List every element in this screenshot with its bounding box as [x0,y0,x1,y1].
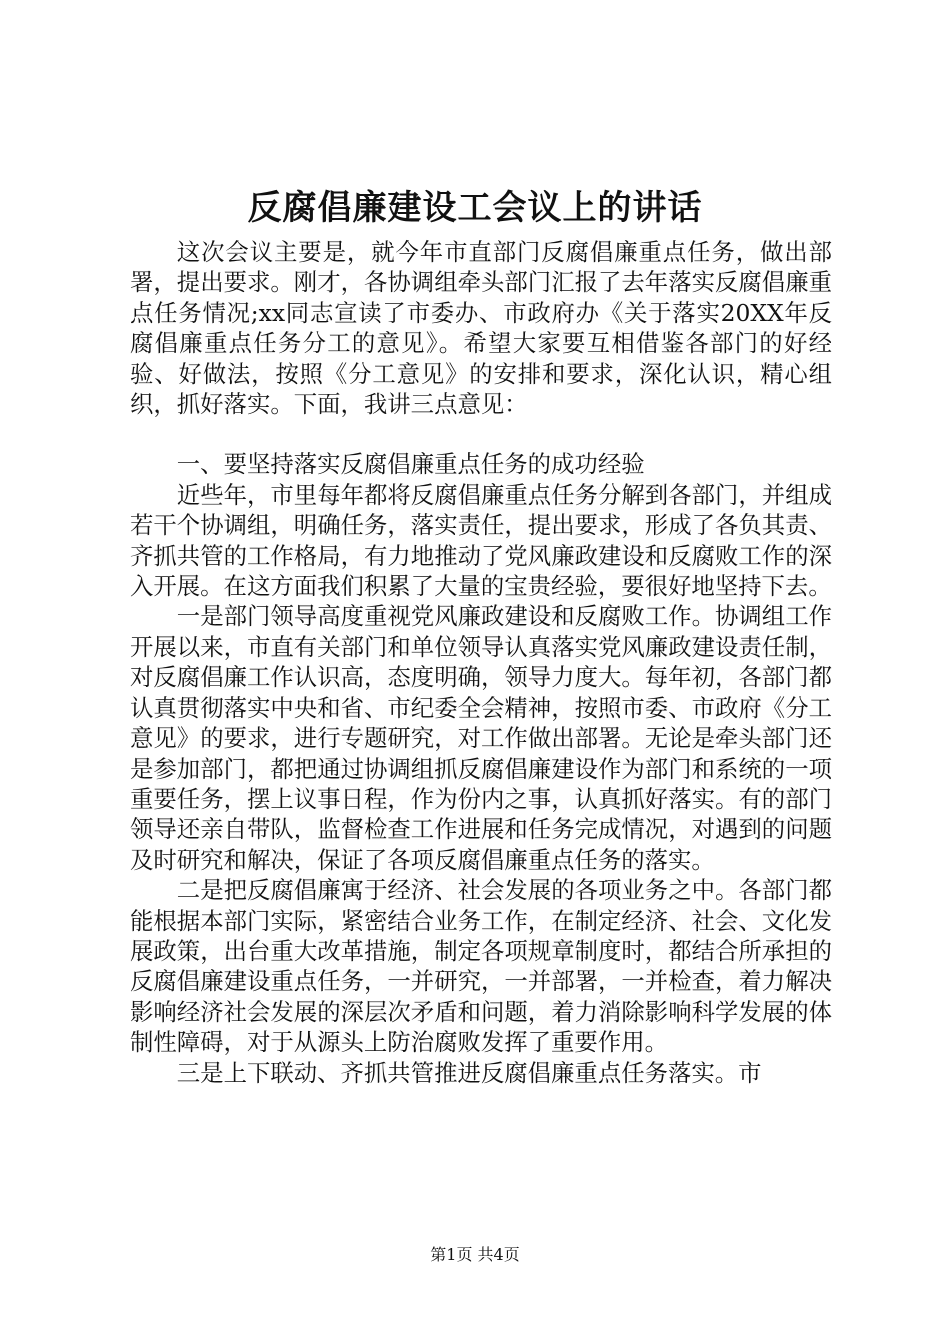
paragraph-experience: 近些年，市里每年都将反腐倡廉重点任务分解到各部门，并组成若干个协调组，明确任务，落实责任，提出要求，形成了各负其责、齐抓共管的工作格局，有力地推动了党风廉政建设和反腐败工作的深入开展。在这方面我们积累了大量的宝贵经验，要很好地坚持下去。 [130,480,832,601]
paragraph-intro: 这次会议主要是，就今年市直部门反腐倡廉重点任务，做出部署，提出要求。刚才，各协调组牵头部门汇报了去年落实反腐倡廉重点任务情况;xx同志宣读了市委办、市政府办《关于落实20XX年反腐倡廉重点任务分工的意见》。希望大家要互相借鉴各部门的好经验、好做法，按照《分工意见》的安排和要求，深化认识，精心组织，抓好落实。下面，我讲三点意见： [130,238,832,419]
paragraph-point-two: 二是把反腐倡廉寓于经济、社会发展的各项业务之中。各部门都能根据本部门实际，紧密结合业务工作，在制定经济、社会、文化发展政策，出台重大改革措施，制定各项规章制度时，都结合所承担的反腐倡廉建设重点任务，一并研究，一并部署，一并检查，着力解决影响经济社会发展的深层次矛盾和问题，着力消除影响科学发展的体制性障碍，对于从源头上防治腐败发挥了重要作用。 [130,876,832,1057]
paragraph-point-three: 三是上下联动、齐抓共管推进反腐倡廉重点任务落实。市 [176,1058,762,1087]
document-body [130,237,832,1088]
section-heading-1: 一、要坚持落实反腐倡廉重点任务的成功经验 [176,450,645,479]
document-title: 反腐倡廉建设工会议上的讲话 [247,188,703,228]
paragraph-point-one: 一是部门领导高度重视党风廉政建设和反腐败工作。协调组工作开展以来，市直有关部门和单位领导认真落实党风廉政建设责任制，对反腐倡廉工作认识高，态度明确，领导力度大。每年初，各部门都认真贯彻落实中央和省、市纪委全会精神，按照市委、市政府《分工意见》的要求，进行专题研究，对工作做出部署。无论是牵头部门还是参加部门，都把通过协调组抓反腐倡廉建设作为部门和系统的一项重要任务，摆上议事日程，作为份内之事，认真抓好落实。有的部门领导还亲自带队，监督检查工作进展和任务完成情况，对遇到的问题及时研究和解决，保证了各项反腐倡廉重点任务的落实。 [130,602,832,874]
page-footer: 第1页 共4页 [430,1245,520,1264]
